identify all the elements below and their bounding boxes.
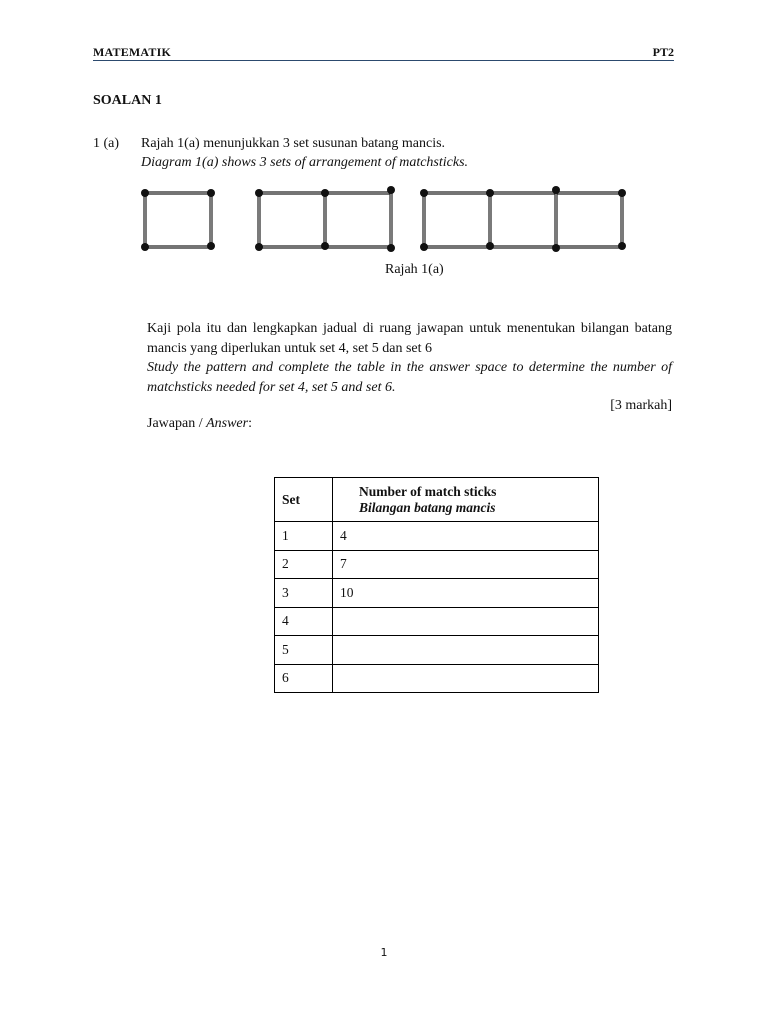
matchstick-head: [207, 242, 215, 250]
set-cell: 5: [275, 636, 333, 665]
matchstick-head: [486, 189, 494, 197]
matchstick-set-1: [141, 189, 215, 251]
instruction-malay: Kaji pola itu dan lengkapkan jadual di ruang jawapan untuk menentukan bilangan batang mancis yang diperlukan untuk set 4, set 5 dan set 6: [147, 321, 672, 356]
matchstick-head: [321, 189, 329, 197]
matchstick-head: [387, 186, 395, 194]
matchstick-head: [387, 244, 395, 252]
set-cell: 4: [275, 607, 333, 636]
answer-label: [147, 416, 252, 432]
matchstick-diagram: [0, 0, 768, 270]
matchstick-head: [552, 244, 560, 252]
count-cell[interactable]: [333, 636, 599, 665]
col-header-count-english: Number of match sticks: [359, 483, 497, 499]
matchstick-head: [420, 243, 428, 251]
answer-label-malay: Jawapan /: [147, 416, 207, 431]
matchstick-head: [420, 189, 428, 197]
instructions: [147, 319, 672, 397]
instruction-english: Study the pattern and complete the table in the answer space to determine the number of matchsticks needed for set 4, set 5 and set 6.: [147, 360, 672, 395]
header-code: PT2: [652, 45, 674, 59]
col-header-count-malay: Bilangan batang mancis: [359, 499, 496, 515]
matchstick-set-3: [420, 186, 626, 252]
matchstick-head: [255, 243, 263, 251]
matchstick-head: [618, 242, 626, 250]
table-row: [275, 550, 599, 579]
table-row: [275, 607, 599, 636]
matchstick-head: [255, 189, 263, 197]
answer-label-english: Answer: [206, 416, 249, 431]
diagram-caption: Rajah 1(a): [385, 262, 444, 277]
count-cell[interactable]: 4: [333, 522, 599, 551]
matchstick-head: [486, 242, 494, 250]
question-text-malay: Rajah 1(a) menunjukkan 3 set susunan batang mancis.: [141, 136, 446, 151]
answer-label-colon: :: [248, 416, 252, 431]
set-cell: 1: [275, 522, 333, 551]
header-subject: MATEMATIK: [93, 45, 172, 59]
table-header-row: [275, 478, 599, 522]
marks-label: [3 markah]: [610, 398, 672, 413]
table-row: [275, 636, 599, 665]
matchstick-head: [141, 189, 149, 197]
table-row: [275, 579, 599, 608]
count-cell[interactable]: [333, 664, 599, 693]
table-row: [275, 664, 599, 693]
matchstick-head: [552, 186, 560, 194]
count-cell[interactable]: [333, 607, 599, 636]
section-title: SOALAN 1: [93, 93, 162, 108]
question-text-english: Diagram 1(a) shows 3 sets of arrangement of matchsticks.: [141, 155, 469, 170]
table-row: [275, 522, 599, 551]
set-cell: 2: [275, 550, 333, 579]
col-header-count: [333, 478, 599, 522]
answer-table: [274, 477, 599, 693]
col-header-set: Set: [275, 478, 333, 522]
matchstick-head: [321, 242, 329, 250]
question-number: 1 (a): [93, 136, 120, 151]
set-cell: 6: [275, 664, 333, 693]
matchstick-head: [618, 189, 626, 197]
page-number: 1: [380, 946, 388, 959]
matchstick-set-2: [255, 186, 395, 252]
set-cell: 3: [275, 579, 333, 608]
matchstick-head: [141, 243, 149, 251]
count-cell[interactable]: 10: [333, 579, 599, 608]
count-cell[interactable]: 7: [333, 550, 599, 579]
matchstick-head: [207, 189, 215, 197]
